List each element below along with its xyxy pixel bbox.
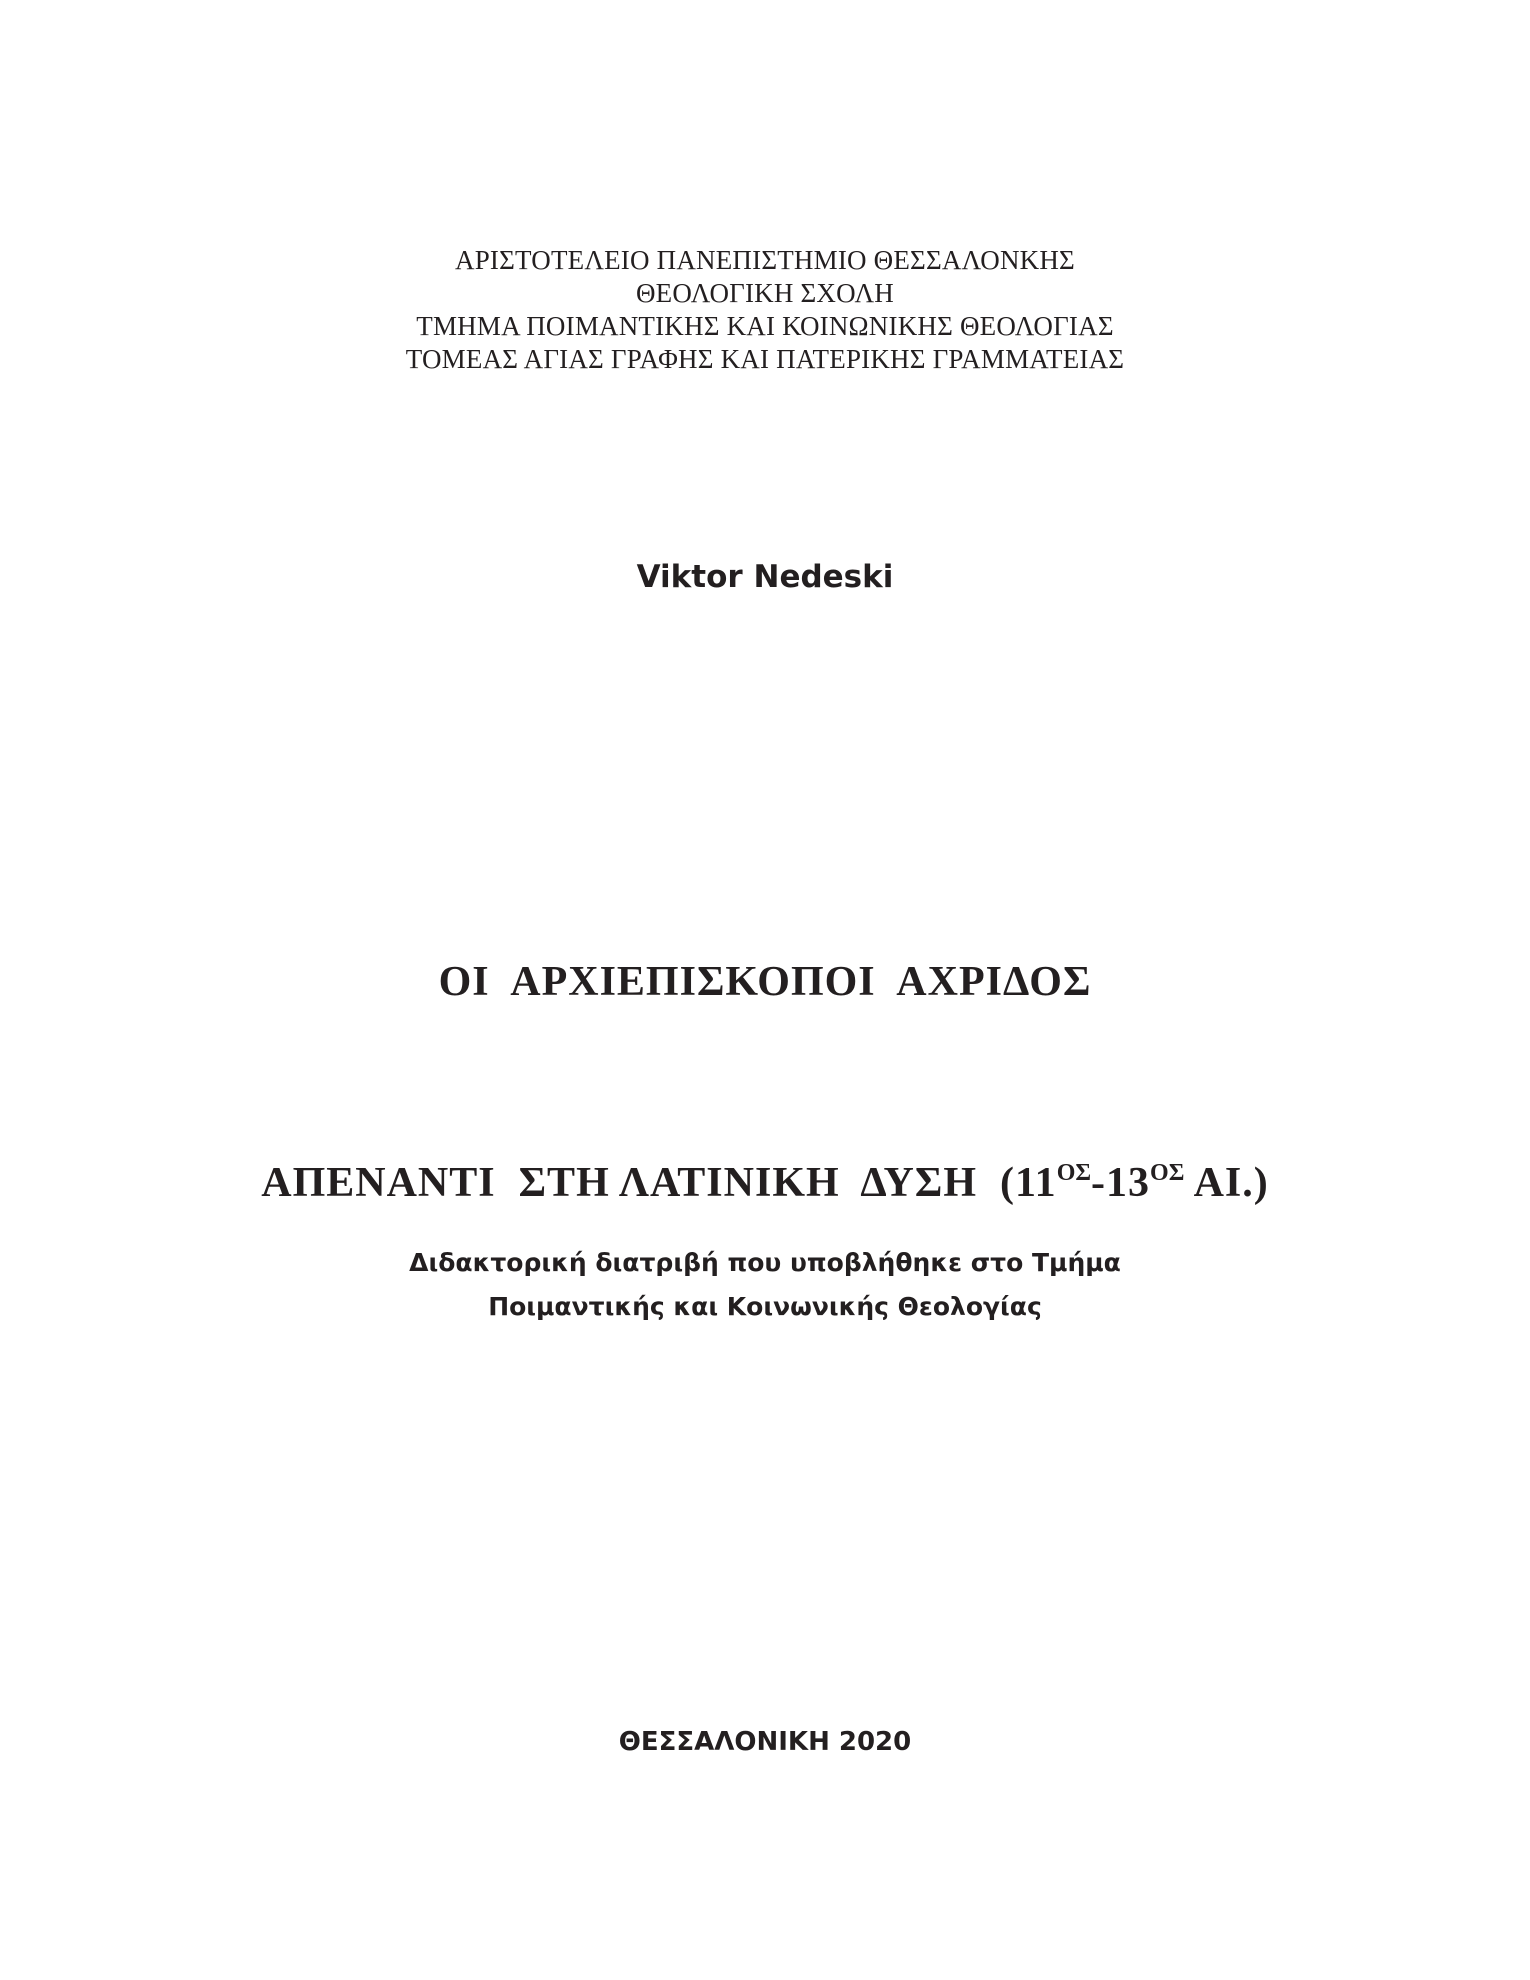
title-line-2 xyxy=(0,1150,1530,1217)
section-name: ΤΟΜΕΑΣ ΑΓΙΑΣ ΓΡΑΦΗΣ ΚΑΙ ΠΑΤΕΡΙΚΗΣ ΓΡΑΜΜΑΤΕΙΑΣ xyxy=(405,344,1125,374)
title-superscript-1: ΟΣ xyxy=(1056,1160,1092,1186)
title-line-2-end: ΑΙ.) xyxy=(1184,1160,1269,1206)
university-name: ΑΡΙΣΤΟΤΕΛΕΙΟ ΠΑΝΕΠΙΣΤΗΜΙΟ ΘΕΣΣΑΛΟΝΚΗΣ xyxy=(455,245,1075,275)
institution-header xyxy=(0,244,1530,376)
department-name: ΤΜΗΜΑ ΠΟΙΜΑΝΤΙΚΗΣ ΚΑΙ ΚΟΙΝΩΝΙΚΗΣ ΘΕΟΛΟΓΙΑΣ xyxy=(416,311,1114,341)
thesis-line-2: Ποιμαντικής και Κοινωνικής Θεολογίας xyxy=(488,1292,1042,1321)
thesis-line-1: Διδακτορική διατριβή που υποβλήθηκε στο Τμήμα xyxy=(409,1248,1121,1277)
title-superscript-2: ΟΣ xyxy=(1150,1160,1185,1186)
title-line-1: ΟΙ ΑΡΧΙΕΠΙΣΚΟΠΟΙ ΑΧΡΙΔΟΣ xyxy=(438,959,1092,1005)
school-name: ΘΕΟΛΟΓΙΚΗ ΣΧΟΛΗ xyxy=(635,278,894,308)
place-and-year: ΘΕΣΣΑΛΟΝΙΚΗ 2020 xyxy=(618,1727,912,1757)
title-line-2-mid: -13 xyxy=(1091,1160,1151,1206)
title-line-2-text: ΑΠΕΝΑΝΤΙ ΣΤΗ ΛΑΤΙΝΙΚΗ ΔΥΣΗ (11 xyxy=(261,1160,1057,1206)
author-name: Viktor Nedeski xyxy=(636,559,894,595)
thesis-description xyxy=(0,1241,1530,1329)
